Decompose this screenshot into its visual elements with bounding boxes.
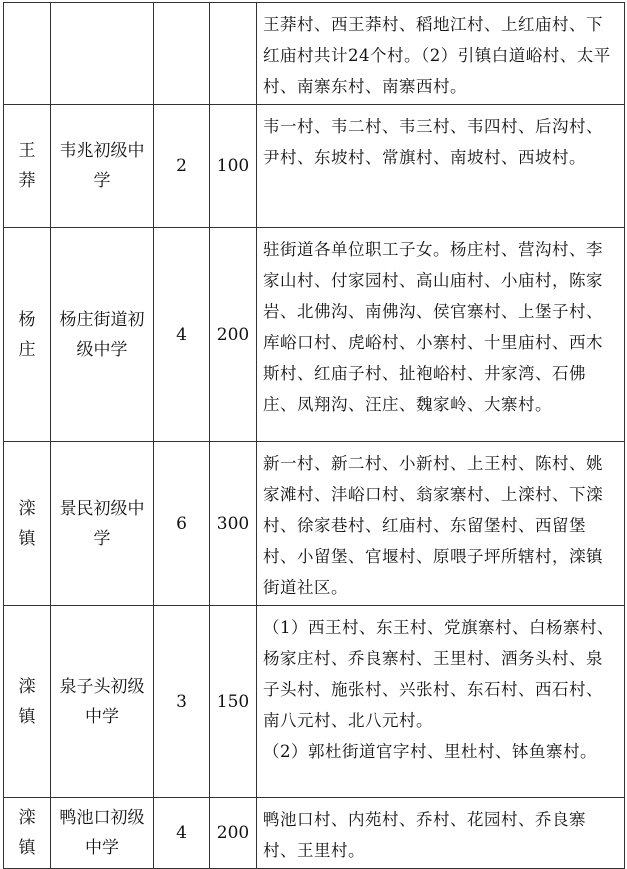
villages-cell — [257, 105, 625, 228]
villages-cell — [257, 228, 625, 442]
table-row — [4, 798, 625, 869]
classes-cell: 6 — [154, 442, 210, 606]
school-district-table — [3, 2, 625, 869]
villages-cell — [257, 798, 625, 869]
villages-text: （2）郭杜街道官字村、里杜村、钵鱼寨村。 — [263, 742, 597, 761]
students-cell: 200 — [210, 228, 257, 442]
students-cell: 200 — [210, 798, 257, 869]
villages-text: 韦一村、韦二村、韦三村、韦四村、后沟村、尹村、东坡村、常旗村、南坡村、西坡村。 — [263, 117, 603, 167]
classes-cell — [154, 3, 210, 105]
classes-cell: 4 — [154, 798, 210, 869]
villages-text: 王莽村、西王莽村、稻地江村、上红庙村、下红庙村共计24个村。（2）引镇白道峪村、太平村、南寨东村、南寨西村。 — [263, 15, 611, 96]
table-row — [4, 606, 625, 798]
table-row — [4, 442, 625, 606]
villages-cell — [257, 3, 625, 105]
classes-cell: 2 — [154, 105, 210, 228]
school-cell: 韦兆初级中学 — [51, 105, 154, 228]
table-row — [4, 228, 625, 442]
villages-text: 驻街道各单位职工子女。杨庄村、营沟村、李家山村、付家园村、高山庙村、小庙村，陈家岩、北佛沟、南佛沟、侯官寨村、上堡子村、库峪口村、虎峪村、小寨村、十里庙村、西木斯村、红庙子村、扯袍峪村、井家湾、石佛庄、凤翔沟、汪庄、魏家岭、大寨村。 — [263, 240, 603, 414]
table-row — [4, 3, 625, 105]
town-cell — [4, 3, 51, 105]
students-cell: 100 — [210, 105, 257, 228]
table-row — [4, 105, 625, 228]
town-cell: 滦镇 — [4, 798, 51, 869]
town-cell: 王莽 — [4, 105, 51, 228]
school-cell: 杨庄街道初级中学 — [51, 228, 154, 442]
school-cell: 景民初级中学 — [51, 442, 154, 606]
school-cell — [51, 3, 154, 105]
school-cell: 泉子头初级中学 — [51, 606, 154, 798]
students-cell — [210, 3, 257, 105]
students-cell: 300 — [210, 442, 257, 606]
classes-cell: 4 — [154, 228, 210, 442]
villages-text: （1）西王村、东王村、党旗寨村、白杨寨村、杨家庄村、乔良寨村、王里村、酒务头村、泉子头村、施张村、兴张村、东石村、西石村、南八元村、北八元村。 — [263, 618, 614, 730]
villages-text: 鸭池口村、内苑村、乔村、花园村、乔良寨村、王里村。 — [263, 810, 586, 860]
students-cell: 150 — [210, 606, 257, 798]
school-cell: 鸭池口初级中学 — [51, 798, 154, 869]
town-cell: 滦镇 — [4, 606, 51, 798]
villages-cell — [257, 442, 625, 606]
villages-cell — [257, 606, 625, 798]
villages-text: 新一村、新二村、小新村、上王村、陈村、姚家滩村、沣峪口村、翁家寨村、上滦村、下滦村、徐家巷村、红庙村、东留堡村、西留堡村、小留堡、官堰村、原喂子坪所辖村，滦镇街道社区。 — [263, 454, 603, 597]
town-cell: 杨庄 — [4, 228, 51, 442]
town-cell: 滦镇 — [4, 442, 51, 606]
classes-cell: 3 — [154, 606, 210, 798]
